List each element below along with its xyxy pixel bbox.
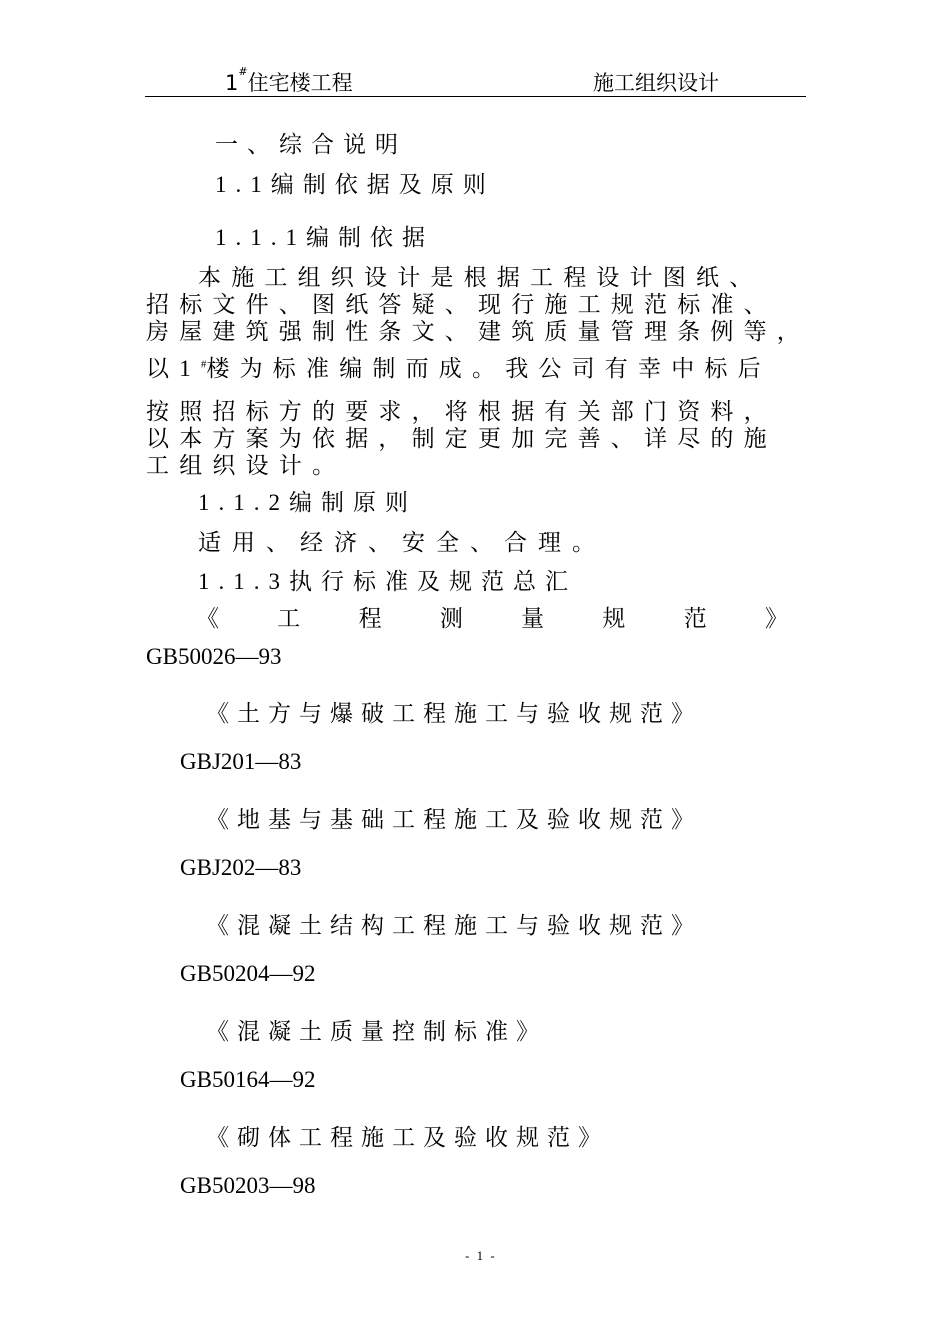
- heading-1-1-1: 1.1.1编制依据: [215, 225, 434, 250]
- heading-1-1: 1.1编制依据及原则: [215, 172, 495, 197]
- std-name: 《混凝土质量控制标准》: [206, 1019, 547, 1044]
- std-survey-char: 量: [521, 606, 545, 631]
- std-code: GB50203—98: [180, 1173, 316, 1198]
- std-name: 《混凝土结构工程施工与验收规范》: [206, 913, 702, 938]
- principles: 适用、经济、安全、合理。: [198, 530, 606, 555]
- header-left: [225, 67, 353, 97]
- header-rule: [145, 96, 806, 97]
- std-survey-code: GB50026—93: [146, 644, 282, 669]
- page-number: - 1 -: [465, 1248, 497, 1263]
- std-survey-char: 《: [196, 606, 219, 631]
- std-survey-name: [196, 600, 788, 633]
- para2-prefix: 以1: [146, 356, 201, 381]
- para1-line3: 房屋建筑强制性条文、建筑质量管理条例等，: [146, 319, 810, 344]
- std-survey-char: 规: [602, 606, 626, 631]
- std-survey-char: 范: [683, 606, 707, 631]
- std-code: GBJ201—83: [180, 749, 302, 774]
- std-survey-char: 》: [764, 606, 788, 631]
- para2-line: [146, 350, 771, 383]
- std-name: 《地基与基础工程施工及验收规范》: [206, 807, 702, 832]
- header-num: 1: [225, 71, 239, 95]
- para3-line1: 按照招标方的要求，将根据有关部门资料，: [146, 399, 777, 424]
- std-code: GB50204—92: [180, 961, 316, 986]
- header-sup: #: [238, 65, 248, 78]
- heading-1-1-2: 1.1.2编制原则: [198, 490, 417, 515]
- std-survey-char: 程: [358, 606, 382, 631]
- header-title: 住宅楼工程: [247, 71, 353, 95]
- para1-line2: 招标文件、图纸答疑、现行施工规范标准、: [146, 292, 777, 317]
- para1-line1: 本施工组织设计是根据工程设计图纸、: [198, 265, 763, 290]
- para2-sup: #: [200, 358, 207, 371]
- std-name: 《砌体工程施工及验收规范》: [206, 1125, 609, 1150]
- heading-1: 一、综合说明: [215, 132, 407, 157]
- std-code: GB50164—92: [180, 1067, 316, 1092]
- std-survey-char: 测: [439, 606, 463, 631]
- para3-line3: 工组织设计。: [146, 453, 346, 478]
- std-code: GBJ202—83: [180, 855, 302, 880]
- std-survey-char: 工: [277, 606, 301, 631]
- para3-line2: 以本方案为依据，制定更加完善、详尽的施: [146, 426, 777, 451]
- heading-1-1-3: 1.1.3执行标准及规范总汇: [198, 569, 577, 594]
- std-name: 《土方与爆破工程施工与验收规范》: [206, 701, 702, 726]
- para2-rest: 楼为标准编制而成。我公司有幸中标后: [206, 356, 771, 381]
- header-right: 施工组织设计: [593, 71, 719, 95]
